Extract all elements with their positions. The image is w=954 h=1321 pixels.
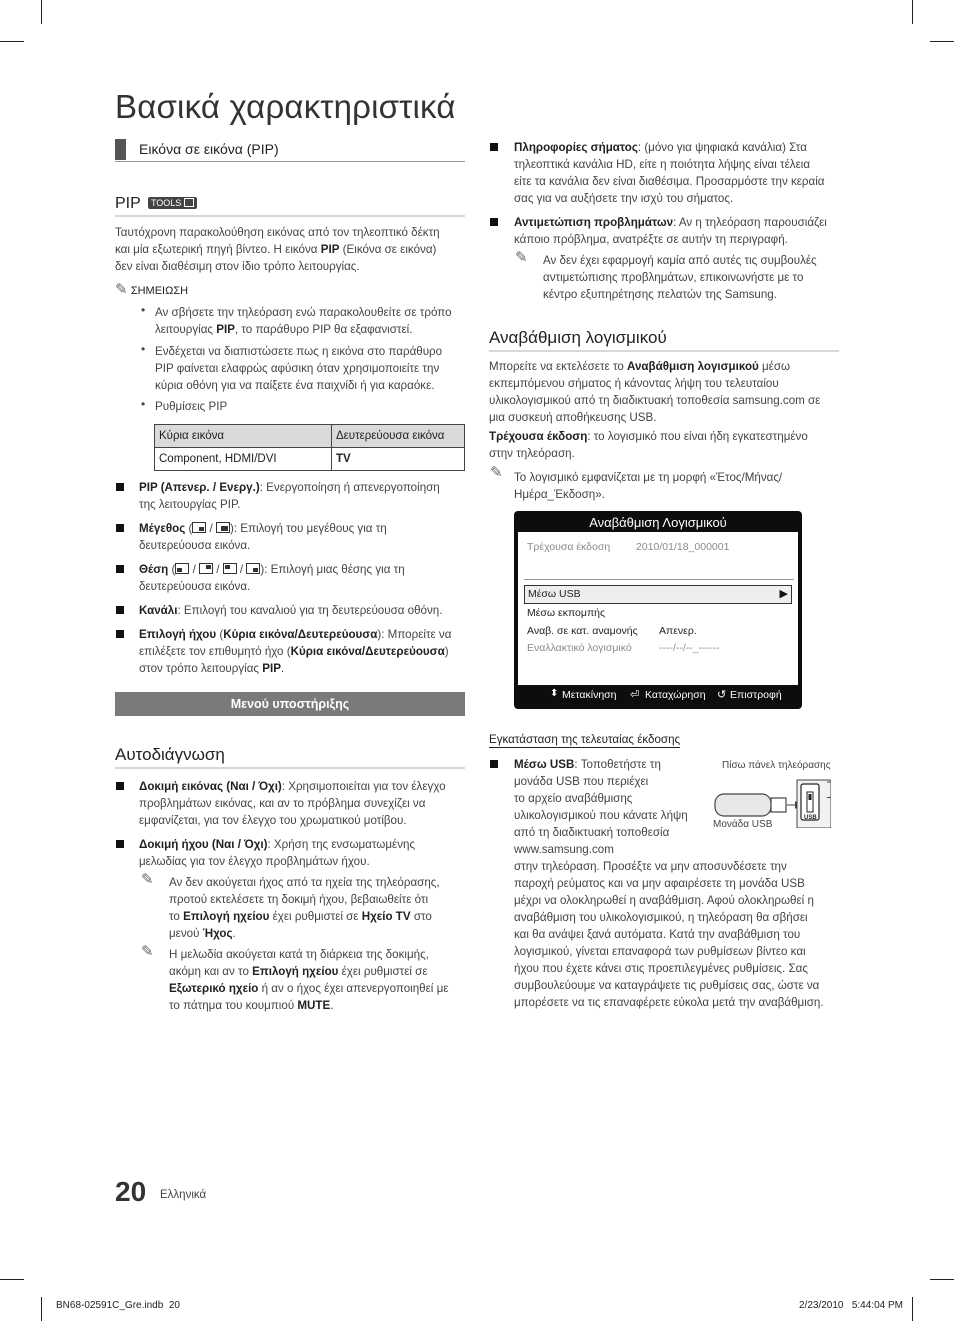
text-line: Επιλογή ήχου (Κύρια εικόνα/Δευτερεύουσα): Μπορείτε να (139, 628, 452, 641)
text-line: δευτερεύουσα εικόνα. (139, 539, 251, 552)
bullet-square (116, 524, 124, 532)
bullet-square (116, 565, 124, 573)
text-span: : Αν η τηλεόραση παρουσιάζει (673, 216, 827, 229)
text-line (169, 908, 474, 925)
text-span: στον τρόπο λειτουργίας (139, 662, 263, 675)
text-bold: Κανάλι (139, 604, 178, 617)
page-title: Βασικά χαρακτηριστικά (115, 88, 456, 125)
text-bold: Μέσω USB (514, 758, 575, 771)
divider (115, 161, 465, 162)
text-line: μονάδα USB που περιέχει (514, 775, 649, 788)
pip-heading-text: PIP (115, 195, 141, 212)
diag-sound-note-1 (169, 874, 474, 942)
size-large-icon (216, 522, 230, 533)
tools-badge-label: TOOLS (150, 198, 182, 208)
bullet-dot: • (141, 342, 146, 356)
bullet-dot: • (141, 303, 146, 317)
item-size (139, 520, 469, 554)
size-small-icon (192, 522, 206, 533)
note-1 (155, 304, 475, 338)
text-line: αναβάθμιση του υλικολογισμικού, η τηλεόραση θα σβήσει (514, 911, 808, 924)
pencil-icon: ✎ (490, 464, 503, 481)
text-span: ή αν ο ήχος έχει απενεργοποιηθεί με (258, 982, 449, 995)
osd-alt-value: ----/--/--_------ (659, 642, 720, 654)
text-bold: Κύρια εικόνα/Δευτερεύουσα (290, 645, 445, 658)
table-cell: Component, HDMI/DVI (155, 448, 332, 471)
text-line: μελωδίας για τον έλεγχο προβλημάτων ήχου. (139, 855, 370, 868)
troubleshooting-note (543, 252, 843, 303)
position-bottom-right-icon (246, 563, 260, 574)
bullet-square (116, 840, 124, 848)
osd-current-value: 2010/01/18_000001 (636, 541, 730, 553)
footer-time: 5:44:04 PM (851, 1300, 903, 1311)
osd-title: Αναβάθμιση Λογισμικού (589, 515, 727, 530)
osd-nav-return: Επιστροφή (730, 689, 782, 701)
text-span: : Χρήση της ενσωματωμένης (267, 838, 416, 851)
text-bold: Επιλογή ηχείου (183, 910, 270, 923)
text-span: το πάτημα του κουμπιού (169, 999, 298, 1012)
text-line: δευτερεύουσα εικόνα. (139, 580, 251, 593)
text-span: ): Επιλογή του μεγέθους για τη (229, 522, 387, 535)
divider (115, 767, 465, 769)
osd-menu-usb[interactable] (524, 585, 792, 604)
text-line: της λειτουργίας PIP. (139, 498, 241, 511)
text-bold: Εξωτερικό ηχείο (169, 982, 259, 995)
text-line: www.samsung.com (514, 843, 614, 856)
text-line: Ταυτόχρονη παρακολούθηση εικόνας από τον τηλεοπτικό δέκτη (115, 226, 440, 239)
text-line: δεν είναι διαθέσιμη στον ίδιο τρόπο λειτουργίας. (115, 260, 360, 273)
crop-mark (930, 1279, 954, 1280)
troubleshooting (514, 214, 844, 248)
software-update-osd (514, 511, 802, 709)
text-span: : το λογισμικό που είναι ήδη εγκατεστημένο (587, 430, 808, 443)
bullet-square (490, 760, 498, 768)
footer-file (56, 1300, 180, 1311)
crop-mark (912, 1297, 913, 1321)
arrow-right-icon: ▶ (779, 588, 788, 600)
divider (115, 215, 465, 217)
text-line (139, 778, 469, 795)
table-cell: TV (332, 448, 465, 471)
install-heading: Εγκατάσταση της τελευταίας έκδοσης (489, 733, 681, 746)
crop-mark (912, 0, 913, 24)
text-line (489, 358, 839, 375)
position-top-left-icon (223, 563, 237, 574)
page-language: Ελληνικά (160, 1189, 207, 1201)
text-bold: Ήχος (202, 927, 233, 940)
osd-panel (518, 532, 798, 685)
text-bold: MUTE (297, 999, 331, 1012)
rear-panel-label: Πίσω πάνελ τηλεόρασης (722, 760, 831, 771)
note-3: Ρυθμίσεις PIP (155, 400, 228, 413)
osd-menu-usb-label: Μέσω USB (528, 588, 581, 600)
text-span: : (μόνο για ψηφιακά κανάλια) Στα (637, 141, 807, 154)
divider (524, 579, 794, 580)
crop-mark (41, 0, 42, 24)
crop-mark (0, 41, 24, 42)
text-line: Αν δεν έχει εφαρμογή καμία από αυτές τις συμβουλές (543, 254, 817, 267)
text-line: Ενδέχεται να διαπιστώσετε πως η εικόνα στο παράθυρο (155, 345, 443, 358)
text-line (139, 602, 469, 619)
osd-menu-alt[interactable]: Εναλλακτικό λογισμικό (527, 642, 632, 654)
page-number: 20 (115, 1176, 147, 1207)
text-line: λογισμικού, γίνεται επαναφορά των ρυθμίσεων βίντεο και (514, 945, 806, 958)
text-line: το αρχείο αναβάθμισης (514, 792, 633, 805)
text-line (139, 836, 469, 853)
text-line: αντιμετώπισης προβλημάτων, επικοινωνήστε με το (543, 271, 804, 284)
text-line: Θέση ( / / / ): Επιλογή μιας θέσης για τη (139, 563, 405, 576)
text-span: και μία εξωτερική πηγή βίντεο. Η εικόνα (115, 243, 321, 256)
text-line: προβλημάτων εικόνας, και αν το πρόβλημα συνεχίζει να (139, 797, 426, 810)
text-line: παροχή ρεύματος και να μην αφαιρέσετε τη μονάδα USB (514, 877, 805, 890)
signal-info (514, 139, 844, 207)
text-bold: PIP (262, 662, 281, 675)
text-line: συμβουλεύουμε να καταγράψετε τις ρυθμίσεις σας, ώστε να (514, 979, 820, 992)
text-line: υλικολογισμικού από τη διαδικτυακή τοποθεσία samsung.com σε (489, 394, 821, 407)
pip-settings-table (154, 424, 465, 471)
text-bold: PIP (216, 323, 235, 336)
text-bold: Πληροφορίες σήματος (514, 141, 638, 154)
text-line (489, 428, 839, 445)
crop-mark (930, 41, 954, 42)
text-span: , το παράθυρο PIP θα εξαφανιστεί. (234, 323, 413, 336)
update-heading: Αναβάθμιση λογισμικού (489, 328, 667, 347)
text-line (139, 479, 469, 496)
text-line: προτού εκτελέσετε τη δοκιμή ήχου, βεβαιωθείτε ότι (169, 893, 429, 906)
text-line: και θα ανάψει ξανά αυτόματα. Κατά την αναβάθμιση του (514, 928, 801, 941)
crop-mark (0, 1279, 24, 1280)
text-line: σας για να αυξήσετε την ισχύ του σήματος. (514, 192, 734, 205)
text-line: μπορέσετε να τις επαναφέρετε εύκολα μετά την αναβάθμιση. (514, 996, 824, 1009)
pencil-icon: ✎ (141, 943, 154, 960)
position-bottom-left-icon (175, 563, 189, 574)
text-line (169, 963, 474, 980)
text-line: είτε τα κανάλια δεν είναι διαθέσιμα. Προσαρμόστε την κεραία (514, 175, 825, 188)
osd-menu-standby[interactable]: Αναβ. σε κατ. αναμονής (527, 625, 638, 637)
text-bold: PIP (320, 243, 340, 256)
text-line: επιλέξετε τον επιθυμητό ήχο (Κύρια εικόνα/Δευτερεύουσα) (139, 645, 449, 658)
item-sound-select (139, 626, 469, 677)
text-line (115, 241, 465, 258)
text-line: στον τρόπο λειτουργίας PIP. (139, 662, 285, 675)
text-line: μέχρι να ολοκληρωθεί η αναβάθμιση. Αφού ολοκληρωθεί η (514, 894, 814, 907)
text-bold: Δοκιμή εικόνας (Ναι / Όχι) (139, 780, 282, 793)
text-span: (Εικόνα σε εικόνα) (339, 243, 437, 256)
text-bold: Ηχείο TV (361, 910, 411, 923)
text-span: Μπορείτε να εκτελέσετε το (489, 360, 628, 373)
bullet-square (490, 218, 498, 226)
pip-intro (115, 224, 465, 275)
table-row (155, 448, 465, 471)
text-span: : Τοποθετήστε τη (574, 758, 661, 771)
footer-timestamp (799, 1300, 903, 1311)
osd-standby-value: Απενερ. (659, 625, 697, 637)
text-span: : Επιλογή του καναλιού για τη δευτερεύουσα οθόνη. (177, 604, 443, 617)
text-line: Ημέρα_Έκδοση». (514, 488, 605, 501)
text-line (514, 139, 844, 156)
text-line (169, 925, 474, 942)
text-line: κάποιο πρόβλημα, ανατρέξτε σε αυτήν τη περιγραφή. (514, 233, 788, 246)
text-bold: Δοκιμή ήχου (Ναι / Όχι) (139, 838, 268, 851)
text-span: λειτουργίας (155, 323, 217, 336)
text-span: το (169, 910, 184, 923)
bullet-square (116, 782, 124, 790)
pencil-icon: ✎ (115, 281, 128, 298)
pip-section-label: Εικόνα σε εικόνα (PIP) (139, 141, 279, 157)
enter-icon: ⏎ (630, 689, 640, 701)
footer-date: 2/23/2010 (799, 1300, 844, 1311)
item-pip (139, 479, 469, 513)
osd-menu-broadcast[interactable]: Μέσω εκπομπής (527, 607, 606, 619)
text-line: Η μελωδία ακούγεται κατά τη διάρκεια της δοκιμής, (169, 948, 429, 961)
bullet-square (116, 483, 124, 491)
text-bold: Μέγεθος (139, 522, 186, 535)
text-line: Μέγεθος ( / ): Επιλογή του μεγέθους για τη (139, 522, 387, 535)
text-bold: PIP (Απενερ. / Ενεργ.) (139, 481, 260, 494)
text-span: ακόμη και αν το (169, 965, 253, 978)
text-bold: Θέση (139, 563, 169, 576)
osd-nav-move: Μετακίνηση (562, 689, 617, 701)
item-channel (139, 602, 469, 619)
text-span: : Χρησιμοποιείται για τον έλεγχο (281, 780, 446, 793)
diag-sound-test (139, 836, 469, 870)
update-note (514, 469, 834, 503)
text-span: ): Επιλογή μιας θέσης για τη (260, 563, 405, 576)
text-span: μενού (169, 927, 203, 940)
text-span: μέσω (758, 360, 791, 373)
text-line: στην τηλεόραση. (489, 447, 575, 460)
text-line: Αν σβήσετε την τηλεόραση ενώ παρακολουθείτε σε τρόπο (155, 306, 452, 319)
text-line: εμφανίζεται, για τον έλεγχο του χρωματικού μοτίβου. (139, 814, 407, 827)
pencil-icon: ✎ (141, 871, 154, 888)
text-line: εκπεμπόμενου σήματος ή κάνοντας λήψη του τελευταίου (489, 377, 779, 390)
text-bold: Αναβάθμιση λογισμικού (627, 360, 759, 373)
bullet-square (116, 630, 124, 638)
tools-icon (184, 198, 194, 207)
text-line (514, 214, 844, 231)
text-line (169, 997, 474, 1014)
text-span: έχει ρυθμιστεί σε (338, 965, 428, 978)
tools-badge (148, 197, 197, 209)
text-span: έχει ρυθμιστεί σε (269, 910, 362, 923)
text-span: επιλέξετε τον επιθυμητό ήχο ( (139, 645, 291, 658)
usb-port-label: USB (804, 815, 817, 821)
text-line (169, 980, 474, 997)
item-position (139, 561, 469, 595)
text-line: PIP φαίνεται ελαφρώς αφύσικη όταν χρησιμοποιείτε την (155, 362, 440, 375)
bullet-dot: • (141, 397, 146, 411)
text-line: υλικολογισμικού που κάνατε λήψη (514, 809, 688, 822)
text-line: ήχου που έχετε κάνει στις προεπιλεγμένες ρυθμίσεις. Σας (514, 962, 808, 975)
footer-page: 20 (168, 1300, 180, 1311)
position-top-right-icon (199, 563, 213, 574)
text-span: . (330, 999, 334, 1012)
text-bold: Τρέχουσα έκδοση (489, 430, 588, 443)
note-label: ΣΗΜΕΙΩΣΗ (130, 285, 189, 297)
bullet-square (490, 143, 498, 151)
support-menu-label: Μενού υποστήριξης (230, 697, 350, 711)
diag-picture-test (139, 778, 469, 829)
osd-current-label: Τρέχουσα έκδοση (527, 541, 611, 553)
pencil-icon: ✎ (515, 249, 528, 266)
pip-section-marker (115, 139, 126, 160)
footer-filename: BN68-02591C_Gre.indb (56, 1300, 164, 1311)
usb-drive-label: Μονάδα USB (713, 819, 773, 830)
table-header: Δευτερεύουσα εικόνα (332, 425, 465, 448)
crop-mark (41, 1297, 42, 1321)
text-line: Αν δεν ακούγεται ήχος από τα ηχεία της τηλεόρασης, (169, 876, 440, 889)
text-span: : Μπορείτε να (381, 628, 452, 641)
table-header: Κύρια εικόνα (155, 425, 332, 448)
text-span: . (232, 927, 236, 940)
update-intro (489, 358, 839, 462)
divider (489, 350, 839, 352)
text-line: μια συσκευή αποθήκευσης USB. (489, 411, 657, 424)
text-line: κύρια οθόνη για να παίξετε ένα παιχνίδι ή για καραόκε. (155, 379, 435, 392)
osd-nav-enter: Καταχώρηση (645, 689, 706, 701)
text-line: στην τηλεόραση. Προσέξτε να μην αποσυνδέσετε την (514, 860, 787, 873)
text-bold: Κύρια εικόνα/Δευτερεύουσα (223, 628, 378, 641)
text-line (155, 321, 475, 338)
text-bold: Επιλογή ήχου (139, 628, 217, 641)
text-span: στο (410, 910, 432, 923)
selfdiag-heading: Αυτοδιάγνωση (115, 745, 225, 764)
note-2 (155, 343, 475, 394)
bullet-square (116, 606, 124, 614)
text-line: κέντρο εξυπηρέτησης πελατών της Samsung. (543, 288, 777, 301)
text-line: τηλεοπτικά κανάλια HD, είτε η ποιότητα λήψης είναι τέλεια (514, 158, 811, 171)
pip-heading (115, 195, 197, 213)
text-line: από τη διαδικτυακή τοποθεσία (514, 826, 670, 839)
diag-sound-note-2 (169, 946, 474, 1014)
return-icon: ↺ (717, 689, 727, 701)
text-bold: Αντιμετώπιση προβλημάτων (514, 216, 674, 229)
text-span: : Ενεργοποίηση ή απενεργοποίηση (259, 481, 440, 494)
table-header-row (155, 425, 465, 448)
note-heading (115, 281, 188, 300)
text-line: Το λογισμικό εμφανίζεται με τη μορφή «Έτος/Μήνας/ (514, 471, 783, 484)
text-bold: Επιλογή ηχείου (252, 965, 339, 978)
move-arrows-icon: ⬍ (550, 688, 559, 699)
